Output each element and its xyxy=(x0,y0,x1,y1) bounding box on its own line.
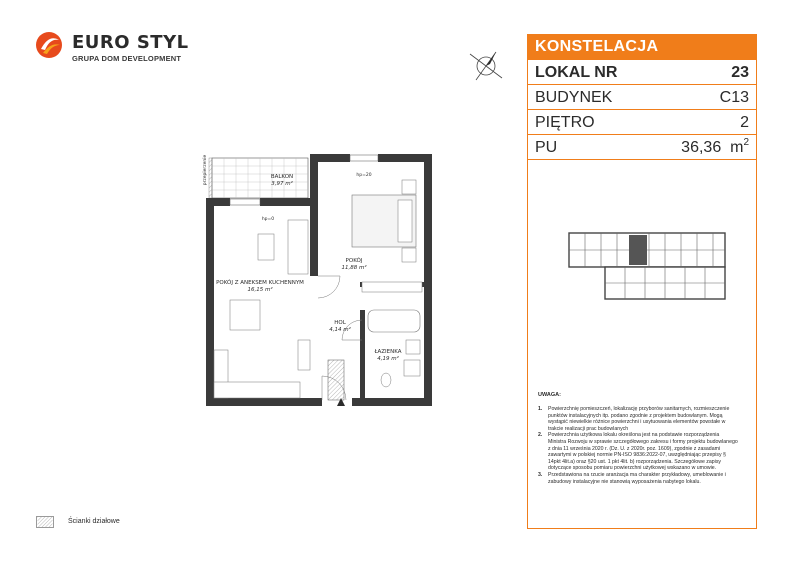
note-text: Przedstawiona na rzucie aranżacja ma charakter przykładowy, umeblowanie i zabudowy instalacyjne nie stanowią wyposażenia nabytego lokalu. xyxy=(548,471,726,485)
window-living xyxy=(230,199,260,205)
bathtub xyxy=(368,310,420,332)
wall-north-right-b xyxy=(378,154,432,162)
washer xyxy=(404,360,420,376)
legend-label: Ścianki działowe xyxy=(68,518,120,525)
kitchen-counter-bottom xyxy=(214,382,300,398)
unit-number-value: 23 xyxy=(731,64,749,81)
note-item xyxy=(538,432,738,472)
wall-bath-west xyxy=(360,310,365,400)
eurostyl-logo-icon xyxy=(34,30,64,60)
nightstand-top xyxy=(402,180,416,194)
balcony-tiles xyxy=(212,158,308,198)
floor-label: PIĘTRO xyxy=(535,114,595,131)
hall-area: 4,14 m² xyxy=(329,327,351,333)
balcony-partition xyxy=(209,158,212,198)
brand-name: EURO STYL xyxy=(72,32,189,53)
note-item xyxy=(538,472,738,485)
note-text: Powierzchnia użytkowa lokalu określona jest na podstawie rozporządzenia Ministra Rozwoju w sprawie szczegółowego zakresu i formy projektu budowlanego z dnia 11 września 2020 r. (Dz. U. z 2020r. poz. 1609), zgodnie z zasadami zawartymi w polskiej normie PN-ISO 9836:2022-07, uwzględniając przepisy § 14pkt 4lit.a) oraz §20 ust. 1 pkt 4lit. b) rozporządzenia. Szczegółowe zapisy dotyczące sposobu pomiaru powierzchni użytkowej wskazano w umowie. xyxy=(548,432,738,472)
note-number: 3. xyxy=(538,471,543,478)
wall-north-mid xyxy=(260,198,318,206)
note-number: 2. xyxy=(538,432,543,439)
wardrobe xyxy=(362,282,422,292)
bedroom-label: POKÓJ xyxy=(345,258,363,264)
door-bedroom xyxy=(318,276,340,298)
info-row-building xyxy=(527,85,757,110)
unit-number-label: LOKAL NR xyxy=(535,64,618,81)
area-value-group xyxy=(681,135,749,160)
wall-shaft xyxy=(328,360,344,400)
note-text: Powierzchnię pomieszczeń, lokalizację przyborów sanitarnych, rozmieszczenie punktów instalacyjnych itp. podano zgodnie z projektem budowlanym. Mogą wystąpić niewielkie różnice powierzchni i usytuowania elementów powstałe w trakcie realizacji prac budowlanych xyxy=(548,406,730,432)
wall-north-left xyxy=(206,198,230,206)
area-label: PU xyxy=(535,139,558,156)
floor-plan xyxy=(200,150,440,412)
wall-west xyxy=(206,198,214,406)
hall-label: HOL xyxy=(334,320,346,326)
wall-south xyxy=(206,398,322,406)
building-key-plan xyxy=(565,225,730,305)
north-arrow-icon xyxy=(466,46,506,86)
bathroom-label: ŁAZIENKA xyxy=(374,349,402,355)
nightstand-bottom xyxy=(402,248,416,262)
partition-label: przepierzenie xyxy=(203,154,208,186)
coffee-table xyxy=(258,234,274,260)
sink xyxy=(406,340,420,354)
project-name: KONSTELACJA xyxy=(527,34,757,60)
wall-center xyxy=(310,154,318,276)
height-mark-bedroom: hp=20 xyxy=(356,173,372,178)
area-unit-sup: 2 xyxy=(743,137,749,148)
info-row-area xyxy=(527,135,757,160)
balcony-area: 3,97 m² xyxy=(271,181,293,187)
cabinet xyxy=(298,340,310,370)
note-number: 1. xyxy=(538,406,543,412)
bathroom-area: 4,19 m² xyxy=(377,356,399,362)
info-row-floor xyxy=(527,110,757,135)
living-room-area: 16,15 m² xyxy=(247,287,273,293)
notes-title: UWAGA: xyxy=(538,392,561,398)
balcony-label: BALKON xyxy=(270,174,294,180)
dining-table xyxy=(230,300,260,330)
notes-list xyxy=(538,406,738,485)
toilet xyxy=(381,373,391,387)
bed-pillow xyxy=(398,200,412,242)
height-mark-living: hp=0 xyxy=(261,217,275,222)
wall-east xyxy=(424,154,432,406)
brand-subtitle: GRUPA DOM DEVELOPMENT xyxy=(72,54,182,63)
key-plan-highlighted-unit xyxy=(629,235,647,265)
building-label: BUDYNEK xyxy=(535,89,613,106)
building-value: C13 xyxy=(719,89,749,106)
sofa xyxy=(288,220,308,274)
area-unit: m xyxy=(730,139,744,156)
info-row-unit-number xyxy=(527,60,757,85)
floor-value: 2 xyxy=(740,114,749,131)
partition-wall-swatch xyxy=(36,516,54,528)
note-item xyxy=(538,406,738,432)
bedroom-area: 11,88 m² xyxy=(341,265,367,271)
living-room-label: POKÓJ Z ANEKSEM KUCHENNYM xyxy=(216,280,304,286)
area-value: 36,36 xyxy=(681,139,722,156)
window-bedroom xyxy=(350,155,378,161)
